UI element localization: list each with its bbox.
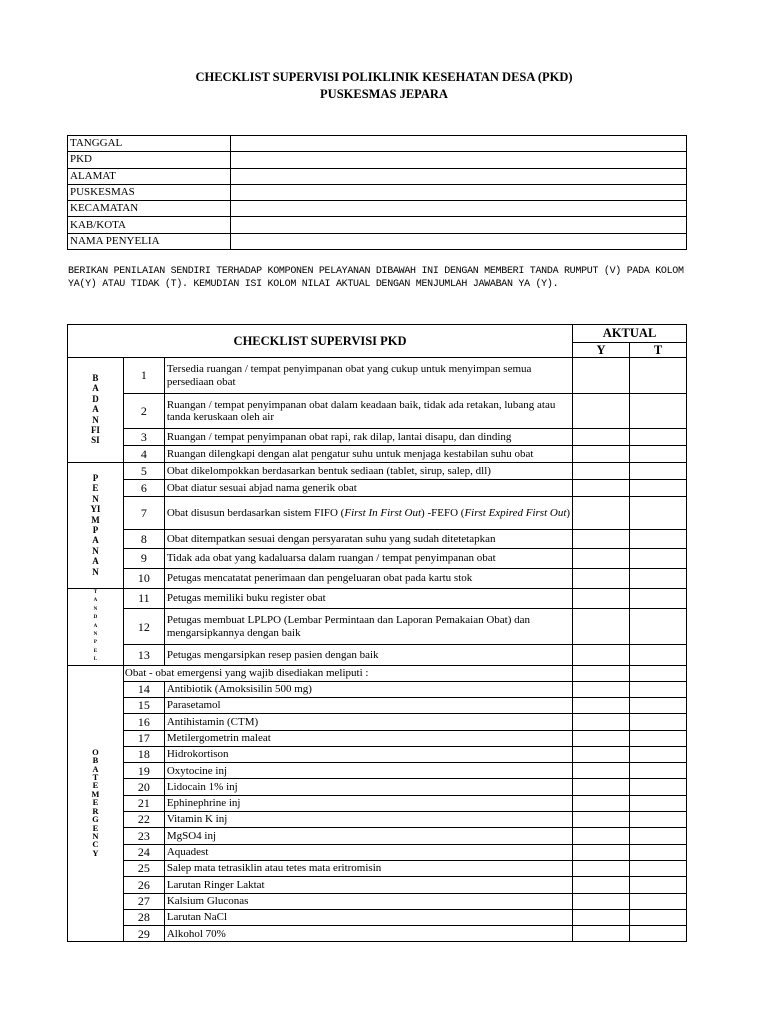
info-value-field[interactable] bbox=[230, 201, 686, 217]
item-number: 4 bbox=[123, 446, 164, 463]
item-number: 16 bbox=[123, 714, 164, 730]
item-text-part: ) -FEFO ( bbox=[421, 506, 465, 519]
table-row bbox=[68, 549, 687, 569]
item-text: Hidrokortison bbox=[164, 746, 572, 762]
table-row bbox=[68, 681, 687, 697]
y-checkbox[interactable] bbox=[573, 394, 630, 429]
item-text: MgSO4 inj bbox=[164, 828, 572, 844]
y-checkbox[interactable] bbox=[573, 926, 630, 942]
y-header: Y bbox=[573, 343, 630, 358]
y-checkbox[interactable] bbox=[573, 463, 630, 480]
t-checkbox[interactable] bbox=[630, 358, 687, 394]
y-checkbox[interactable] bbox=[573, 795, 630, 811]
table-row bbox=[68, 480, 687, 497]
item-text: Petugas membuat LPLPO (Lembar Permintaan dan Laporan Pemakaian Obat) dan mengarsipkannya dengan baik bbox=[164, 609, 572, 645]
item-number: 7 bbox=[123, 497, 164, 530]
table-row bbox=[68, 589, 687, 609]
item-number: 25 bbox=[123, 860, 164, 876]
info-label: KECAMATAN bbox=[68, 201, 231, 217]
item-number: 26 bbox=[123, 877, 164, 893]
table-row bbox=[68, 530, 687, 549]
table-row bbox=[68, 463, 687, 480]
table-row bbox=[68, 429, 687, 446]
table-row bbox=[68, 714, 687, 730]
item-text-part: ) bbox=[566, 506, 571, 519]
item-text: Tersedia ruangan / tempat penyimpanan obat yang cukup untuk menyimpan semua persediaan obat bbox=[164, 358, 572, 394]
y-checkbox[interactable] bbox=[573, 569, 630, 589]
item-text: Antihistamin (CTM) bbox=[164, 714, 572, 730]
table-row bbox=[68, 763, 687, 779]
table-row bbox=[68, 645, 687, 665]
item-number: 28 bbox=[123, 909, 164, 925]
info-row-kecamatan bbox=[68, 201, 687, 217]
item-number: 1 bbox=[123, 358, 164, 394]
item-number: 3 bbox=[123, 429, 164, 446]
y-checkbox[interactable] bbox=[573, 358, 630, 394]
item-text: Ephinephrine inj bbox=[164, 795, 572, 811]
y-checkbox[interactable] bbox=[573, 860, 630, 876]
y-checkbox[interactable] bbox=[573, 893, 630, 909]
y-checkbox[interactable] bbox=[573, 844, 630, 860]
info-label: PUSKESMAS bbox=[68, 184, 231, 200]
info-row-alamat bbox=[68, 168, 687, 184]
t-checkbox[interactable] bbox=[630, 549, 687, 569]
t-checkbox[interactable] bbox=[630, 893, 687, 909]
header-row bbox=[68, 325, 687, 343]
item-text: Oxytocine inj bbox=[164, 763, 572, 779]
checklist-table bbox=[67, 324, 687, 942]
y-checkbox[interactable] bbox=[573, 497, 630, 530]
item-number: 15 bbox=[123, 697, 164, 713]
t-checkbox[interactable] bbox=[630, 589, 687, 609]
info-row-puskesmas bbox=[68, 184, 687, 200]
t-checkbox[interactable] bbox=[630, 730, 687, 746]
item-number: 13 bbox=[123, 645, 164, 665]
item-text: Alkohol 70% bbox=[164, 926, 572, 942]
y-checkbox[interactable] bbox=[573, 549, 630, 569]
item-number: 27 bbox=[123, 893, 164, 909]
emergency-intro: Obat - obat emergensi yang wajib disediakan meliputi : bbox=[123, 665, 572, 681]
table-row bbox=[68, 893, 687, 909]
item-text: Petugas memiliki buku register obat bbox=[164, 589, 572, 609]
y-checkbox[interactable] bbox=[573, 609, 630, 645]
table-row bbox=[68, 394, 687, 429]
item-number: 9 bbox=[123, 549, 164, 569]
category-label: OBAT EMERGENCY bbox=[91, 746, 100, 858]
info-row-kabkota bbox=[68, 217, 687, 233]
t-checkbox[interactable] bbox=[630, 828, 687, 844]
category-label: TAN DAN PEL bbox=[93, 590, 98, 663]
t-checkbox[interactable] bbox=[630, 480, 687, 497]
y-checkbox[interactable] bbox=[573, 480, 630, 497]
document-title: CHECKLIST SUPERVISI POLIKLINIK KESEHATAN DESA (PKD) bbox=[195, 70, 573, 84]
table-row bbox=[68, 860, 687, 876]
t-checkbox[interactable] bbox=[630, 394, 687, 429]
info-value-field[interactable] bbox=[230, 184, 686, 200]
item-number: 21 bbox=[123, 795, 164, 811]
item-number: 2 bbox=[123, 394, 164, 429]
info-label: KAB/KOTA bbox=[68, 217, 231, 233]
info-label: NAMA PENYELIA bbox=[68, 233, 231, 249]
y-checkbox[interactable] bbox=[573, 530, 630, 549]
t-checkbox[interactable] bbox=[630, 909, 687, 925]
table-row bbox=[68, 812, 687, 828]
item-text: Obat dikelompokkan berdasarkan bentuk sediaan (tablet, sirup, salep, dll) bbox=[164, 463, 572, 480]
table-row bbox=[68, 446, 687, 463]
item-text: Metilergometrin maleat bbox=[164, 730, 572, 746]
info-row-pkd bbox=[68, 152, 687, 168]
item-number: 11 bbox=[123, 589, 164, 609]
item-text: Vitamin K inj bbox=[164, 812, 572, 828]
table-row bbox=[68, 730, 687, 746]
category-label: PENYIMPANAN bbox=[90, 472, 101, 577]
item-text-italic: First In First Out bbox=[344, 506, 422, 519]
y-checkbox[interactable] bbox=[573, 645, 630, 665]
item-text: Larutan NaCl bbox=[164, 909, 572, 925]
y-checkbox[interactable] bbox=[573, 730, 630, 746]
info-label: TANGGAL bbox=[68, 136, 231, 152]
info-value-field[interactable] bbox=[230, 217, 686, 233]
instruction-text: BERIKAN PENILAIAN SENDIRI TERHADAP KOMPONEN PELAYANAN DIBAWAH INI DENGAN MEMBERI TANDA RUMPUT (V) PADA KOLOM YA(Y) ATAU TIDAK (T). KEMUDIAN ISI KOLOM NILAI AKTUAL DENGAN MENJUMLAH JAWABAN YA (Y). bbox=[68, 266, 684, 290]
item-text: Aquadest bbox=[164, 844, 572, 860]
t-checkbox[interactable] bbox=[630, 860, 687, 876]
table-row bbox=[68, 609, 687, 645]
table-row bbox=[68, 828, 687, 844]
category-obat-emergency bbox=[68, 665, 124, 942]
y-checkbox[interactable] bbox=[573, 746, 630, 762]
table-row bbox=[68, 926, 687, 942]
item-text: Petugas mencatatat penerimaan dan pengeluaran obat pada kartu stok bbox=[164, 569, 572, 589]
y-checkbox[interactable] bbox=[573, 779, 630, 795]
info-value-field[interactable] bbox=[230, 168, 686, 184]
t-checkbox[interactable] bbox=[630, 746, 687, 762]
t-checkbox[interactable] bbox=[630, 714, 687, 730]
t-checkbox[interactable] bbox=[630, 530, 687, 549]
info-value-field[interactable] bbox=[230, 152, 686, 168]
info-value-field[interactable] bbox=[230, 233, 686, 249]
item-number: 20 bbox=[123, 779, 164, 795]
document-subtitle: PUSKESMAS JEPARA bbox=[320, 87, 448, 101]
item-text-part: Obat disusun berdasarkan sistem FIFO ( bbox=[166, 506, 345, 519]
item-number: 24 bbox=[123, 844, 164, 860]
info-row-tanggal bbox=[68, 136, 687, 152]
t-checkbox[interactable] bbox=[630, 795, 687, 811]
item-text: Obat ditempatkan sesuai dengan persyaratan suhu yang sudah ditetetapkan bbox=[164, 530, 572, 549]
item-number: 14 bbox=[123, 681, 164, 697]
aktual-header: AKTUAL bbox=[573, 325, 687, 343]
y-checkbox[interactable] bbox=[573, 812, 630, 828]
item-text: Salep mata tetrasiklin atau tetes mata eritromisin bbox=[164, 860, 572, 876]
t-checkbox[interactable] bbox=[630, 926, 687, 942]
info-row-nama-penyelia bbox=[68, 233, 687, 249]
item-number: 22 bbox=[123, 812, 164, 828]
table-row bbox=[68, 877, 687, 893]
item-number: 8 bbox=[123, 530, 164, 549]
t-checkbox[interactable] bbox=[630, 446, 687, 463]
item-text: Ruangan / tempat penyimpanan obat rapi, rak dilap, lantai disapu, dan dinding bbox=[164, 429, 572, 446]
checklist-title: CHECKLIST SUPERVISI PKD bbox=[68, 325, 573, 358]
item-text: Lidocain 1% inj bbox=[164, 779, 572, 795]
item-number: 10 bbox=[123, 569, 164, 589]
item-number: 23 bbox=[123, 828, 164, 844]
item-number: 6 bbox=[123, 480, 164, 497]
t-checkbox[interactable] bbox=[630, 609, 687, 645]
y-checkbox[interactable] bbox=[573, 909, 630, 925]
item-number: 29 bbox=[123, 926, 164, 942]
category-pencatatan bbox=[68, 589, 124, 666]
t-checkbox[interactable] bbox=[630, 812, 687, 828]
t-checkbox[interactable] bbox=[630, 844, 687, 860]
item-text: Kalsium Gluconas bbox=[164, 893, 572, 909]
table-row bbox=[68, 358, 687, 394]
y-checkbox[interactable] bbox=[573, 714, 630, 730]
item-text: Parasetamol bbox=[164, 697, 572, 713]
category-penyimpanan bbox=[68, 463, 124, 589]
item-text: Ruangan / tempat penyimpanan obat dalam keadaan baik, tidak ada retakan, lubang atau tanda keruskaan oleh air bbox=[164, 394, 572, 429]
t-checkbox[interactable] bbox=[630, 763, 687, 779]
table-row bbox=[68, 697, 687, 713]
y-checkbox[interactable] bbox=[573, 697, 630, 713]
t-checkbox[interactable] bbox=[630, 697, 687, 713]
item-text: Tidak ada obat yang kadaluarsa dalam ruangan / tempat penyimpanan obat bbox=[164, 549, 572, 569]
y-checkbox[interactable] bbox=[573, 763, 630, 779]
t-checkbox[interactable] bbox=[630, 569, 687, 589]
y-checkbox[interactable] bbox=[573, 681, 630, 697]
item-text: Ruangan dilengkapi dengan alat pengatur suhu untuk menjaga kestabilan suhu obat bbox=[164, 446, 572, 463]
item-text bbox=[164, 497, 572, 530]
t-header: T bbox=[630, 343, 687, 358]
item-text: Larutan Ringer Laktat bbox=[164, 877, 572, 893]
y-checkbox[interactable] bbox=[573, 446, 630, 463]
category-label: BADAN FISI bbox=[90, 373, 100, 446]
t-checkbox[interactable] bbox=[630, 681, 687, 697]
y-checkbox[interactable] bbox=[573, 877, 630, 893]
table-row bbox=[68, 497, 687, 530]
y-checkbox[interactable] bbox=[573, 429, 630, 446]
table-row bbox=[68, 569, 687, 589]
item-number: 19 bbox=[123, 763, 164, 779]
y-checkbox[interactable] bbox=[573, 828, 630, 844]
empty-cell bbox=[573, 665, 630, 681]
item-number: 5 bbox=[123, 463, 164, 480]
info-value-field[interactable] bbox=[230, 136, 686, 152]
emergency-intro-row bbox=[68, 665, 687, 681]
item-number: 18 bbox=[123, 746, 164, 762]
table-row bbox=[68, 779, 687, 795]
info-table bbox=[67, 135, 687, 250]
y-checkbox[interactable] bbox=[573, 589, 630, 609]
table-row bbox=[68, 746, 687, 762]
t-checkbox[interactable] bbox=[630, 497, 687, 530]
info-label: PKD bbox=[68, 152, 231, 168]
table-row bbox=[68, 844, 687, 860]
item-text: Petugas mengarsipkan resep pasien dengan baik bbox=[164, 645, 572, 665]
item-number: 12 bbox=[123, 609, 164, 645]
item-number: 17 bbox=[123, 730, 164, 746]
info-label: ALAMAT bbox=[68, 168, 231, 184]
item-text: Antibiotik (Amoksisilin 500 mg) bbox=[164, 681, 572, 697]
category-badan-fisik bbox=[68, 358, 124, 463]
t-checkbox[interactable] bbox=[630, 877, 687, 893]
table-row bbox=[68, 909, 687, 925]
table-row bbox=[68, 795, 687, 811]
t-checkbox[interactable] bbox=[630, 429, 687, 446]
item-text-italic: First Expired First Out bbox=[464, 506, 567, 519]
t-checkbox[interactable] bbox=[630, 463, 687, 480]
item-text: Obat diatur sesuai abjad nama generik obat bbox=[164, 480, 572, 497]
t-checkbox[interactable] bbox=[630, 645, 687, 665]
t-checkbox[interactable] bbox=[630, 779, 687, 795]
empty-cell bbox=[630, 665, 687, 681]
